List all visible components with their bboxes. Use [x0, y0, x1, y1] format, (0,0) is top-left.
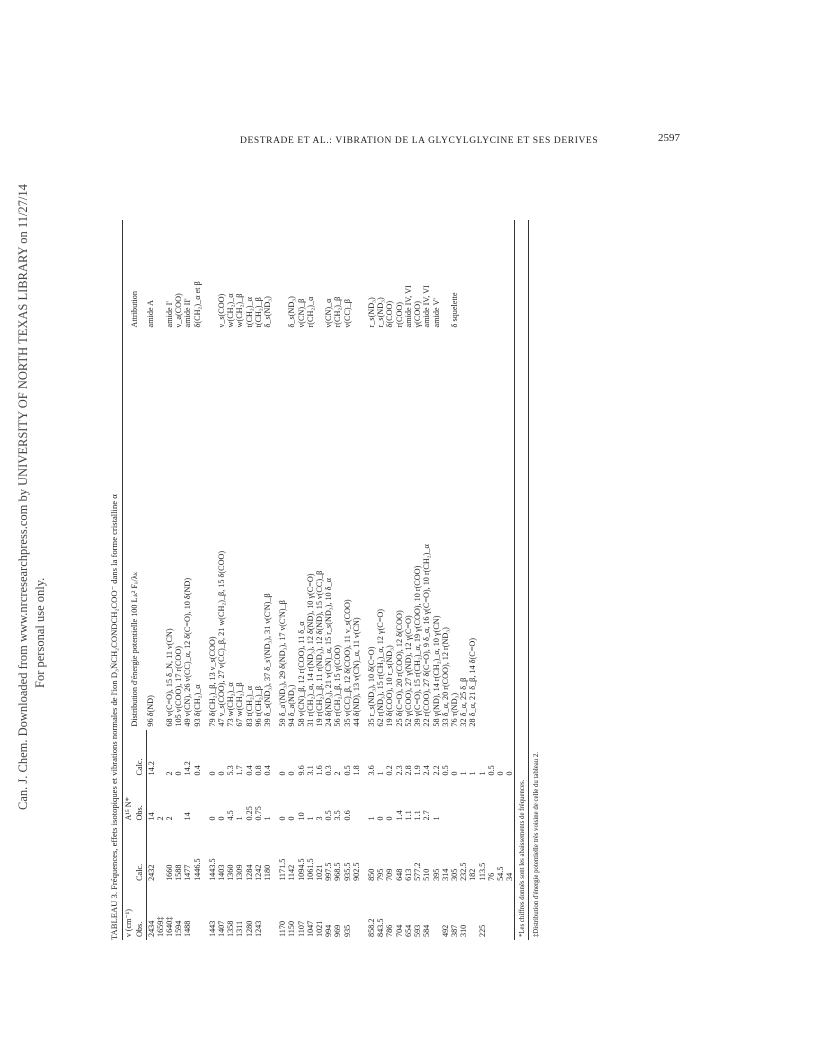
cell-obs: 1640‡ — [165, 916, 175, 937]
cell-ped — [496, 330, 505, 729]
cell-ped: 28 δ_α, 21 δ_β, 14 δ(C=O) — [468, 638, 478, 727]
cell-obs: 387 — [449, 924, 459, 937]
cell-calc: 1242 — [253, 864, 263, 881]
cell-ped: 35 r_s(ND₃), 10 δ(C=O) — [367, 646, 377, 727]
table-row — [278, 220, 287, 940]
cell-ratio-calc: 0.2 — [385, 765, 395, 776]
cell-ratio-obs — [193, 778, 202, 823]
cell-attribution: amide I' — [165, 301, 175, 328]
cell-calc: 54.5 — [495, 866, 505, 881]
cell-calc: 1309 — [235, 864, 245, 881]
table-row — [174, 220, 183, 940]
cell-ratio-obs: 2 — [165, 816, 175, 821]
cell-attribution: ν(CN)_β — [296, 298, 306, 328]
cell-attribution: δ(CH₂)_α et β — [192, 281, 202, 328]
cell-ratio-calc: 9.6 — [296, 765, 306, 776]
table-row — [208, 220, 217, 940]
cell-obs: 786 — [385, 924, 395, 937]
cell-attribution — [441, 220, 450, 330]
cell-attribution — [505, 220, 515, 330]
cell-calc: 305 — [449, 868, 459, 881]
cell-ratio-obs: 0.6 — [342, 810, 352, 821]
cell-ratio-calc: 0 — [278, 771, 288, 776]
cell-attribution: r_s(ND₃) — [367, 297, 377, 328]
cell-ratio-calc: 1 — [468, 771, 478, 776]
table-row — [297, 220, 306, 940]
cell-ped: 96 t(CH₂)_β — [253, 686, 263, 727]
cell-ratio-calc: 1 — [376, 771, 386, 776]
cell-calc: 709 — [385, 868, 395, 881]
cell-obs: 1488 — [183, 920, 193, 937]
cell-ped — [487, 330, 496, 729]
cell-ratio-calc: 1.9 — [413, 765, 423, 776]
cell-ratio-obs: 10 — [296, 812, 306, 821]
cell-ped: 93 δ(CH₂)_α — [192, 684, 202, 727]
cell-obs: 584 — [422, 924, 432, 937]
cell-ratio-obs: 1 — [263, 816, 273, 821]
cell-ratio-obs: 0 — [287, 816, 297, 821]
cell-ratio-calc: 0.4 — [192, 765, 202, 776]
cell-ratio-calc: 1.6 — [315, 765, 325, 776]
rotated-table — [110, 220, 690, 940]
header-ped: Distribution d'énergie potentielle 100 Lᵢₖ² Fᵢᵢ/λₖ — [123, 330, 146, 729]
cell-ped: 39 δ_s(ND₃), 37 δ_s'(ND₃), 31 ν(C'N)_β — [263, 593, 273, 727]
cell-ped: 31 r(CH₂)_α, 14 r(ND₃), 12 δ(ND), 10 γ(C=O) — [305, 573, 315, 727]
cell-ped: 19 r(CH₂)_β, 11 r(ND₃), 12 δ(ND), 15 ν(CC)_β — [315, 570, 325, 727]
table-row — [376, 220, 385, 940]
cell-ratio-obs: 1 — [305, 816, 315, 821]
page-number: 2597 — [658, 132, 680, 144]
cell-obs: 593 — [413, 924, 423, 937]
cell-attribution: t(CH₂)_β — [253, 297, 263, 328]
cell-calc: 1284 — [244, 864, 254, 881]
cell-ratio-calc: 2.2 — [431, 765, 441, 776]
download-notice-line-2: For personal use only. — [33, 577, 47, 688]
cell-calc: 1094.5 — [296, 858, 306, 881]
cell-attribution: r(CH₂)_β — [333, 296, 343, 328]
cell-obs — [505, 884, 515, 940]
cell-ratio-obs: 14 — [183, 812, 193, 821]
table-row — [367, 220, 376, 940]
cell-calc: 1443.5 — [207, 858, 217, 881]
cell-ped: 68 ν(C=O), 15 δ_N, 11 ν(CN) — [165, 628, 175, 727]
table-row — [254, 220, 263, 940]
header-calc: Calc. — [134, 823, 146, 883]
cell-attribution — [156, 220, 165, 330]
cell-ped: 58 γ(ND), 14 r(CH₂)_α, 10 γ(CN) — [431, 615, 441, 727]
table-row — [263, 220, 272, 940]
cell-obs: 843.5 — [376, 918, 386, 937]
cell-obs: 2434 — [146, 920, 156, 937]
cell-calc: 935.5 — [342, 862, 352, 881]
cell-attribution: r(CH₂)_α — [305, 296, 315, 328]
table-row — [468, 220, 477, 940]
cell-ped: 47 ν_s(COO), 27 ν(CC)_β, 21 w(CH₂)_β, 15 δ(COO) — [217, 550, 227, 727]
cell-ratio-calc: 1.7 — [235, 765, 245, 776]
header-attribution: Attribution — [123, 220, 146, 330]
cell-obs: 1047 — [305, 920, 315, 937]
cell-calc: 795 — [376, 868, 386, 881]
header-nu: ν (cm⁻¹) — [123, 823, 135, 940]
cell-ratio-calc: 0.4 — [244, 765, 254, 776]
table-caption: TABLEAU 3. Fréquences, effets isotopiques et vibrations normales de l'ion D₃ṄCH₂CONDCH₂COO⁻ dans la forme cristalline α — [109, 494, 119, 940]
table-row — [306, 220, 315, 940]
cell-calc: 850 — [367, 868, 377, 881]
cell-ratio-calc: 2.8 — [403, 765, 413, 776]
cell-ratio-calc: 0 — [287, 771, 297, 776]
table-row — [487, 220, 496, 940]
cell-ratio-calc: 0 — [505, 771, 515, 776]
table-row — [193, 220, 202, 940]
cell-attribution: δ(COO) — [385, 300, 395, 328]
footnote-2: ‡Distribution d'énergie potentielle très voisine de celle du tableau 2. — [528, 220, 541, 940]
cell-attribution — [315, 220, 324, 330]
cell-ratio-obs: 0.25 — [244, 806, 254, 821]
cell-ped — [478, 330, 487, 729]
cell-ped — [505, 330, 515, 729]
cell-attribution: ν(CC)_β — [342, 299, 352, 328]
cell-calc: 1477 — [183, 864, 193, 881]
cell-obs — [193, 884, 202, 940]
cell-attribution — [487, 220, 496, 330]
cell-obs: 1407 — [217, 920, 227, 937]
cell-attribution: δ_s(ND₃) — [263, 296, 273, 328]
table-row — [156, 220, 165, 940]
cell-ratio-obs: 2 — [155, 816, 165, 821]
cell-ped: 35 ν(CC)_β, 12 δ(COO), 11 ν_s(COO) — [342, 599, 352, 727]
table-row — [287, 220, 296, 940]
table-row — [505, 220, 515, 940]
cell-ped: 52 γ(COO), 27 γ(ND), 12 γ(C=O) — [403, 615, 413, 727]
cell-attribution — [352, 220, 361, 330]
cell-obs: 858.2 — [367, 918, 377, 937]
cell-ped: 94 δ_a(ND₃) — [287, 684, 297, 727]
table-row — [226, 220, 235, 940]
cell-ratio-obs: 1.1 — [413, 810, 423, 821]
cell-obs: 969 — [333, 924, 343, 937]
cell-attribution — [496, 220, 505, 330]
cell-ped: 32 δ_α, 25 δ_β — [459, 677, 469, 727]
cell-attribution — [468, 220, 477, 330]
cell-attribution: δ squelette — [449, 292, 459, 328]
cell-attribution: amide IV, VI — [403, 285, 413, 328]
cell-ratio-calc: 0.5 — [486, 765, 496, 776]
cell-calc: 968.5 — [333, 862, 343, 881]
cell-obs: 310 — [459, 924, 469, 937]
header-ratio-obs: Obs. — [134, 778, 146, 823]
cell-calc: 232.5 — [459, 862, 469, 881]
cell-ped: 79 δ(CH₂)_β, 13 ν_s(COO) — [207, 636, 217, 727]
cell-attribution: r(COO) — [394, 301, 404, 328]
cell-ratio-obs — [174, 778, 183, 823]
cell-ped: 96 δ(ND) — [146, 695, 156, 727]
table-row — [146, 220, 156, 940]
cell-obs — [468, 884, 477, 940]
table-row — [496, 220, 505, 940]
cell-calc: 395 — [431, 868, 441, 881]
cell-ped: 39 γ(C=O), 15 r(CH₂)_α, 19 γ(COO), 10 r(COO) — [413, 565, 423, 727]
table-row — [183, 220, 192, 940]
table-row — [450, 220, 459, 940]
cell-calc: 34 — [505, 872, 515, 881]
cell-ratio-obs — [478, 778, 487, 823]
download-notice-line-1: Can. J. Chem. Downloaded from www.nrcresearchpress.com by UNIVERSITY OF NORTH TEXAS LIBRARY on 11/27/14 — [16, 184, 30, 810]
cell-calc: 2432 — [146, 864, 156, 881]
cell-calc: 1360 — [226, 864, 236, 881]
cell-ped: 25 δ(C=O), 20 r(COO), 12 δ(COO) — [394, 610, 404, 727]
cell-obs: 1443 — [207, 920, 217, 937]
cell-ratio-calc: 14.2 — [146, 761, 156, 776]
cell-obs — [487, 884, 496, 940]
table-row — [324, 220, 333, 940]
table-row — [385, 220, 394, 940]
table-row — [478, 220, 487, 940]
table-row — [459, 220, 468, 940]
cell-ratio-calc: 0.8 — [253, 765, 263, 776]
table-row — [217, 220, 226, 940]
cell-ped: 73 w(CH₂)_α — [226, 682, 236, 727]
cell-ratio-obs: 0 — [207, 816, 217, 821]
cell-ratio-obs: 1 — [431, 816, 441, 821]
cell-ratio-obs: 1.1 — [403, 810, 413, 821]
cell-calc: 1588 — [174, 864, 184, 881]
cell-attribution: δ_s(ND₃) — [287, 296, 297, 328]
cell-calc: 510 — [422, 868, 432, 881]
table-row — [235, 220, 244, 940]
cell-ratio-obs — [487, 778, 496, 823]
cell-obs — [496, 884, 505, 940]
cell-ped: 49 ν(CN), 26 ν(CC)_α, 12 δ(C=O), 10 δ(ND) — [183, 577, 193, 727]
cell-ratio-calc: 0 — [217, 771, 227, 776]
cell-calc: 577.2 — [413, 862, 423, 881]
cell-attribution: w(CH₂)_β — [235, 293, 245, 328]
cell-attribution: amide IV, VI — [422, 285, 432, 328]
cell-ped: 33 δ_α, 20 r(COO), 12 r(ND₃) — [440, 627, 450, 727]
cell-ratio-calc: 1.8 — [351, 765, 361, 776]
cell-obs: 654 — [403, 924, 413, 937]
cell-attribution: amide II' — [183, 298, 193, 328]
table-row — [441, 220, 450, 940]
cell-ratio-calc: 2.4 — [422, 765, 432, 776]
cell-ratio-obs: 0.75 — [253, 806, 263, 821]
cell-obs: 1170 — [278, 920, 288, 937]
cell-ratio-calc: 0.5 — [342, 765, 352, 776]
cell-attribution: amide A — [146, 299, 156, 328]
cell-ratio-calc: 2.3 — [394, 765, 404, 776]
table-row — [395, 220, 404, 940]
cell-ratio-obs — [459, 778, 468, 823]
cell-ratio-obs — [505, 778, 515, 823]
table-row — [352, 220, 361, 940]
cell-ped: 44 δ(ND), 13 ν(CN)_α, 11 ν(CN) — [351, 617, 361, 727]
table-row — [245, 220, 254, 940]
cell-ped: 76 τ(ND₃) — [449, 692, 459, 727]
cell-attribution: ν_a(COO) — [174, 293, 184, 328]
cell-ratio-obs: 0 — [278, 816, 288, 821]
table-row — [343, 220, 352, 940]
cell-obs: 1594 — [174, 920, 184, 937]
footnote-1: *Les chiffres donnés sont les abaissements de fréquences. — [515, 220, 528, 940]
cell-ratio-calc: 0 — [495, 771, 505, 776]
cell-attribution — [459, 220, 468, 330]
cell-obs: 1107 — [296, 920, 306, 937]
cell-attribution: γ(COO) — [413, 301, 423, 328]
cell-attribution — [478, 220, 487, 330]
cell-attribution — [278, 220, 287, 330]
cell-ratio-calc: 0 — [174, 771, 184, 776]
cell-ratio-obs — [352, 778, 361, 823]
cell-ratio-calc: 0.5 — [440, 765, 450, 776]
cell-calc: 314 — [440, 868, 450, 881]
cell-calc: 1021 — [315, 864, 325, 881]
running-header — [240, 132, 680, 152]
cell-calc: 76 — [486, 872, 496, 881]
cell-ped: 19 δ(COO), 10 r_s(ND₃) — [385, 645, 395, 727]
cell-ped: 22 r(COO), 27 δ(C=O), 9 δ_α, 16 γ(C=O), 10 r(CH₂)_α — [422, 544, 432, 727]
table-row — [422, 220, 431, 940]
cell-attribution — [208, 220, 217, 330]
cell-obs — [432, 884, 441, 940]
cell-ped: 67 w(CH₂)_β — [235, 682, 245, 727]
cell-attribution: r_s(ND₃) — [376, 297, 386, 328]
header-ratio: A¹⁵ N* — [123, 730, 135, 824]
download-notice — [6, 184, 66, 810]
cell-calc — [156, 823, 165, 883]
table-row — [165, 220, 174, 940]
cell-ratio-obs: 1 — [367, 816, 377, 821]
table-row — [404, 220, 413, 940]
cell-obs: 994 — [324, 924, 334, 937]
cell-ped — [156, 330, 165, 729]
cell-ratio-calc: 14.2 — [183, 761, 193, 776]
cell-ratio-calc: 1 — [477, 771, 487, 776]
vibration-table — [110, 220, 541, 940]
cell-ratio-calc: 1 — [459, 771, 469, 776]
cell-calc: 1403 — [217, 864, 227, 881]
cell-calc: 182 — [468, 868, 478, 881]
cell-attribution: w(CH₂)_α — [226, 293, 236, 328]
cell-ratio-calc: 3.6 — [367, 765, 377, 776]
header-obs: Obs. — [134, 884, 146, 940]
cell-obs: 492 — [440, 924, 450, 937]
cell-ped: 24 δ(ND₃), 21 ν(CN)_α, 15 r_s(ND₃), 10 δ_α — [324, 578, 334, 727]
cell-ratio-obs — [468, 778, 477, 823]
cell-calc: 1660 — [165, 864, 175, 881]
cell-ratio-obs: 2.7 — [422, 810, 432, 821]
cell-ratio-obs: 0 — [385, 816, 395, 821]
cell-ped: 83 t(CH₂)_α — [244, 686, 254, 727]
cell-attribution: ν_s(COO) — [217, 293, 227, 328]
cell-calc: 1061.5 — [305, 858, 315, 881]
cell-calc: 1142 — [287, 864, 297, 881]
cell-calc: 1180 — [263, 864, 273, 881]
cell-attribution: ν(CN)_α — [324, 298, 334, 328]
cell-calc: 1171.5 — [278, 858, 288, 881]
cell-ratio-obs: 3.5 — [333, 810, 343, 821]
cell-ratio-calc — [156, 730, 165, 779]
table-row — [432, 220, 441, 940]
cell-attribution: amide V' — [431, 298, 441, 328]
cell-ratio-obs: 4.5 — [226, 810, 236, 821]
cell-ratio-obs: 1.4 — [394, 810, 404, 821]
cell-ratio-obs — [441, 778, 450, 823]
cell-ratio-obs: 14 — [146, 812, 156, 821]
cell-calc: 613 — [403, 868, 413, 881]
cell-obs: 1280 — [244, 920, 254, 937]
cell-ratio-obs: 1 — [235, 816, 245, 821]
cell-obs — [263, 884, 272, 940]
table-row — [333, 220, 342, 940]
cell-obs: 225 — [477, 924, 487, 937]
cell-ped: 56 r(CH₂)_β, 15 γ(COO) — [333, 644, 343, 727]
cell-calc: 997.5 — [324, 862, 334, 881]
cell-calc: 113.5 — [477, 862, 487, 881]
cell-ped: 59 δ_a'(ND₃), 29 δ(ND₃), 17 ν(C'N)_β — [278, 600, 288, 727]
table-row — [413, 220, 422, 940]
table-row — [315, 220, 324, 940]
cell-ped: 62 r(ND₃), 15 r(CH₂)_α, 12 γ(C=O) — [376, 608, 386, 727]
cell-obs: 1021 — [315, 920, 325, 937]
cell-obs — [352, 884, 361, 940]
cell-ped: 105 ν(COO), 17 r(COO) — [174, 646, 184, 727]
cell-obs: 704 — [394, 924, 404, 937]
running-head-title: DESTRADE ET AL.: VIBRATION DE LA GLYCYLGLYCINE ET SES DERIVES — [240, 136, 599, 146]
cell-attribution: t(CH₂)_α — [244, 297, 254, 328]
cell-obs: 1311 — [235, 920, 245, 937]
cell-ratio-obs: 0 — [217, 816, 227, 821]
cell-obs: 1150 — [287, 920, 297, 937]
cell-ratio-calc: 0.4 — [263, 765, 273, 776]
cell-calc: 1446.5 — [192, 858, 202, 881]
cell-ratio-obs — [450, 778, 459, 823]
cell-ratio-obs — [496, 778, 505, 823]
cell-ratio-calc: 5.3 — [226, 765, 236, 776]
cell-ratio-calc: 0.3 — [324, 765, 334, 776]
cell-obs: 935 — [342, 924, 352, 937]
cell-ratio-calc: 0 — [207, 771, 217, 776]
cell-obs: 1243 — [253, 920, 263, 937]
cell-ratio-calc: 0 — [449, 771, 459, 776]
cell-obs: 1358 — [226, 920, 236, 937]
cell-ratio-calc: 2 — [165, 771, 175, 776]
cell-ratio-obs: 3 — [315, 816, 325, 821]
header-ratio-calc: Calc. — [134, 730, 146, 779]
table-body — [146, 220, 515, 940]
cell-ratio-obs: 0 — [376, 816, 386, 821]
cell-obs: 1659‡ — [155, 916, 165, 937]
cell-ratio-obs: 0.5 — [324, 810, 334, 821]
cell-ped: 58 ν(CN)_β, 12 r(COO), 11 δ_α — [296, 621, 306, 727]
cell-ratio-calc: 2 — [333, 771, 343, 776]
cell-calc: 902.5 — [351, 862, 361, 881]
cell-calc: 648 — [394, 868, 404, 881]
cell-ratio-calc: 3.1 — [305, 765, 315, 776]
